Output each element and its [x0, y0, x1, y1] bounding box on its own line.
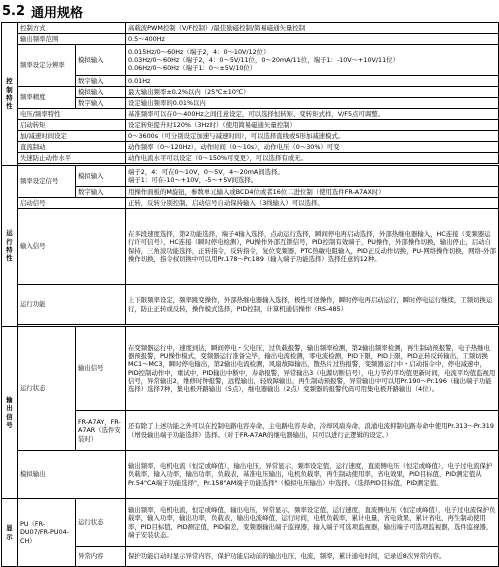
- table-row: [2, 198, 499, 209]
- table-row: [2, 98, 499, 109]
- row-sublabel: 模拟输出: [18, 451, 126, 499]
- group-label-output: 输出信号: [2, 327, 18, 499]
- table-row: [2, 76, 499, 87]
- table-row: [2, 23, 499, 34]
- row-value: 保护功能启动时显示异常内容，保护功能启动前的输出电压，电流，频率，累计通电时间，记录近8次异常内容。: [126, 547, 499, 567]
- section-title: 通用规格: [31, 5, 84, 21]
- table-row: [2, 153, 499, 164]
- row-value: 0.5～400Hz: [126, 34, 499, 45]
- row-label: PU（FR-DU07/FR-PU04-CH）: [18, 499, 76, 567]
- table-row: [2, 451, 499, 499]
- row-value: 用操作面板的M旋钮，参数单元输入或BCD4位或者16位二进位制（使用选件FR-A7AX时）: [126, 187, 499, 198]
- spec-table: [1, 22, 499, 567]
- section-heading: [0, 0, 499, 22]
- row-label: 失速防止动作水平: [18, 153, 126, 164]
- row-sublabel: 模拟输入: [76, 87, 126, 98]
- row-value: 0.01Hz: [126, 76, 499, 87]
- row-value: 正转，反转分别控制，启动信号自动保持输入（3线输入）可以选择。: [126, 198, 499, 209]
- table-row: [2, 285, 499, 325]
- group-label-control: 控制特性: [2, 23, 18, 166]
- table-row: [2, 411, 499, 451]
- table-row: [2, 109, 499, 120]
- table-row: [2, 187, 499, 198]
- row-sublabel: 数字输入: [76, 98, 126, 109]
- row-label: 电压/频率特性: [18, 109, 126, 120]
- table-row: [2, 142, 499, 153]
- table-row: [2, 120, 499, 131]
- row-label: 频率设定分辨率: [18, 45, 76, 87]
- row-sublabel: 运行状态: [76, 499, 126, 547]
- row-value: 端子2，4：可在0～10V，0～5V，4～20mA间选择。 端子1：可在-10～+10V，-5～+5V间选择。: [126, 166, 499, 187]
- row-value: 输出频率，电机电流（恒定或峰值），输出电压，异常显示，频率设定值，运行速度，直流侧电压（恒定或峰值），电子过电流保护负载率，输入功率，输出功率，负载表，基准电压输出，电机负载率，再生制动使用率，省电效果，PID目标值，PID测定值从Pr.54"CA端子功能选择"，Pr.158"AM端子功能选择"（模拟电压输出）中选择。（选择PID目标值，PID测定值。: [126, 451, 499, 499]
- table-row: [2, 327, 499, 411]
- row-label: 控制方式: [18, 23, 126, 34]
- row-sublabel: 数字输入: [76, 187, 126, 198]
- row-value: 0.015Hz/0～60Hz（端子2，4：0～10V/12位） 0.03Hz/0～60Hz（端子2，4：0～5V/11位，0～20mA/11位，端子1：-10V～+10V/11位） 0.06Hz/0～60Hz（端子1：0～±5V/10位）: [126, 45, 499, 76]
- row-value: 0～3600s（可分别设定加速与减速时间），可以选择直线或S形加减速模式。: [126, 131, 499, 142]
- row-label: 频率设定信号: [18, 166, 76, 198]
- section-number: 5.2: [2, 3, 26, 19]
- row-value: 上下限频率设定，频率跳变操作，外部热继电器输入选择，极性可逆操作，瞬时停电再启动运行，瞬时停电运行继续，工频切换运行，防止正转或反转，操作模式选择，PID控制，计算机通信操作（RS-485）: [126, 285, 499, 325]
- row-sublabel: FR-A7AY，FR-A7AR（选件安装时）: [76, 411, 126, 451]
- table-row: [2, 547, 499, 567]
- table-row: [2, 87, 499, 98]
- row-label: 加/减速时间设定: [18, 131, 126, 142]
- table-row: [2, 166, 499, 187]
- table-row: [2, 45, 499, 76]
- row-value: 动作频率（0～120Hz），动作时间（0～10s），动作电压（0～30%）可变: [126, 142, 499, 153]
- row-label: 直流制动: [18, 142, 126, 153]
- row-label: 运行功能: [18, 285, 126, 325]
- row-value: 设定输出频率的0.01%以内: [126, 98, 499, 109]
- row-sublabel: 异常内容: [76, 547, 126, 567]
- row-label: 频率精度: [18, 87, 76, 109]
- row-value: 最大输出频率±0.2%以内（25℃±10℃）: [126, 87, 499, 98]
- row-label: 启动信号: [18, 198, 126, 209]
- table-row: [2, 34, 499, 45]
- row-value: 动作电流水平可以设定（0～150%可变更），可以选择有或无。: [126, 153, 499, 164]
- row-sublabel: 模拟输入: [76, 166, 126, 187]
- row-value: 设定转矩提升时120%（3Hz时）（使用简易磁通矢量控制）: [126, 120, 499, 131]
- row-sublabel: 模拟输入: [76, 45, 126, 76]
- group-label-run: 运行特性: [2, 166, 18, 327]
- row-label: 启动转矩: [18, 120, 126, 131]
- group-label-display: 显示: [2, 499, 18, 567]
- row-value: 在变频器运行中，速度到达，瞬间停电・欠电压，过负载报警，输出频率检测，第2输出频率检测，再生制动预报警，电子热继电器预报警，PU操作模式，变频器运行准备完毕，输出电流检测，零电流检测，PID下限，PID上限，PID正转反转输出，工频切换MC1～MC3，瞬时停电输出，第2输出电流检测，风扇故障输出，散热片过热报警，变频器运行中・启动指令中，停电减速中，PID控制动作中，重试中，PID输出中断中，寿命报警，异常输出3（电源切断信号），电力节约平均值更新时间，电流平均值监视用信号，异常输出2，维修时钟报警，远程输出，轻故障输出，再生制动预报警，异常输出中可以用Pr.190～Pr.196（输出端子功能选择）选择7种，集电极开路输出（5点），继电器输出（2点）变频器的报警代码可用集电极开路输出（4位）。: [126, 327, 499, 411]
- row-value: 在多段速度选择，第2功能选择，端子4输入选择，点动运行选择，瞬间停电再启动选择，外部热继电器输入，HC连接（变频器运行许可信号），HC连接（瞬时停电检测），PU操作外部互锁信号，PID控制有效端子，PU操作，外部操作切换，输出停止，启动自保持，三角波功能选择，正转指令，反转指令，复位变频器，PTC热敏电阻输入，PID正反动作切换，PU-网络操作切换，网络-外部操作切换，指令权切换中可以用Pr.178～Pr.189（输入端子功能选择）选择任意的12种。: [126, 209, 499, 285]
- row-value: 还有除了上述功能之外可以在控制电路电容寿命，主电路电容寿命，冷却风扇寿命，浪涌电流抑制电路寿命中使用Pr.313～Pr.319（增设输出端子功能选择）选择。（对于FR-A7AR的继电器输出，只可以进行正逻辑的设定。）: [126, 411, 499, 451]
- row-value: 基准频率可以在0～400Hz之间任意设定，可以选择恒转矩、变转矩式样，V/F5点可调整。: [126, 109, 499, 120]
- row-label: 输入信号: [18, 209, 126, 285]
- row-sublabel: 数字输入: [76, 76, 126, 87]
- table-row: [2, 131, 499, 142]
- row-sublabel: 输出信号: [76, 327, 126, 411]
- row-value: 高载波PWM控制（V/F控制）/最佳励磁控制/简易磁通矢量控制: [126, 23, 499, 34]
- row-value: 输出频率，电机电流，恒定或峰值，输出电压，异常显示，频率设定值，运行速度，直流侧电压（恒定或峰值），电子过电流保护负载率，输入功率，输出功率，负载表，输出电流峰值，运行时间，电机负载率，累计电量，省电效果，累计省电，再生制动使用率，PID目标值，PID测定值，PID偏差，变频器输出端子监视器，输入端子可选项监视器，输出端子可选项监视器，选件监视器，端子安装状态。: [126, 499, 499, 547]
- table-row: [2, 209, 499, 285]
- row-label: 运行状态: [18, 327, 76, 451]
- row-label: 输出频率范围: [18, 34, 126, 45]
